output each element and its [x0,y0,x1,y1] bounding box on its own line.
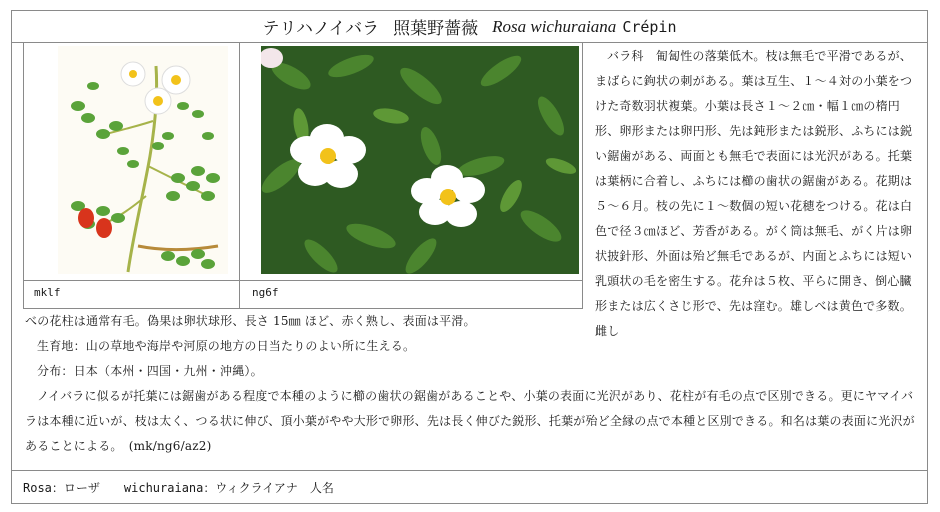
habitat-text: 生育地：山の草地や海岸や河原の地方の日当たりのよい所に生える。 [37,339,416,353]
scientific-name: Rosa wichuraiana [492,16,617,36]
botanical-illustration [58,46,228,274]
etymology-row [12,470,927,504]
etymology-text: Rosa：ローザ wichuraiana：ウィクライアナ 人名 [23,481,334,495]
distribution-text: 分布：日本（本州・四国・九州・沖縄）。 [37,364,263,378]
description-paragraph: バラ科 匍匐性の落葉低木。枝は無毛で平滑であるが、まばらに鉤状の刺がある。葉は互生、１～４対の小葉をつけた奇数羽状複葉。小葉は長さ１～２㎝・幅１㎝の楕円形、卵形または卵円形、先は鈍形または鋭形、ふちには鋭い鋸歯がある、両面とも無毛で表面には光沢がある。托葉は葉柄に合着し、ふちには櫛の歯状の鋸歯がある。花期は５～６月。枝の先に１～数個の短い花穂をつける。花は白色で径３㎝ほど、芳香がある。がく筒は無毛、がく片は卵状披針形、外面は殆ど無毛であるが、内面とふちには短い乳頭状の毛を密生する。花弁は５枚、平らに開き、倒心臓形または広くさじ形で、先は窪む。雄しべは黄色で多数。雌し [595,49,913,338]
illustration-caption: mklf [34,286,61,299]
kanji-name: 照葉野薔薇 [393,19,479,39]
description-side-column [595,44,922,344]
japanese-name: テリハノイバラ [262,19,380,39]
description-full-width [25,309,922,459]
document-frame [11,10,928,504]
flower-photo [261,46,579,274]
table-divider-vertical [239,42,240,308]
comparison-text: ノイバラに似るが托葉には鋸歯がある程度で本種のように櫛の歯状の鋸歯があることや、小葉の表面に光沢があり、花柱が有毛の点で区別できる。更にヤマイバラは本種に近いが、枝は太く、つる状に伸び、頂小葉がやや大形で卵形、先は長く伸びた鋭形、托葉が殆ど全縁の点で本種と区別できる。和名は葉の表面に光沢があることによる。 (mk/ng6/az2) [25,389,915,453]
description-continued: べの花柱は通常有毛。偽果は卵状球形、長さ 15㎜ ほど、赤く熟し、表面は平滑。 [25,314,476,328]
photo-caption: ng6f [252,286,279,299]
image-table [23,42,583,309]
author-name: Crépin [622,17,677,36]
table-divider-horizontal [24,280,582,281]
title-bar [12,11,927,43]
